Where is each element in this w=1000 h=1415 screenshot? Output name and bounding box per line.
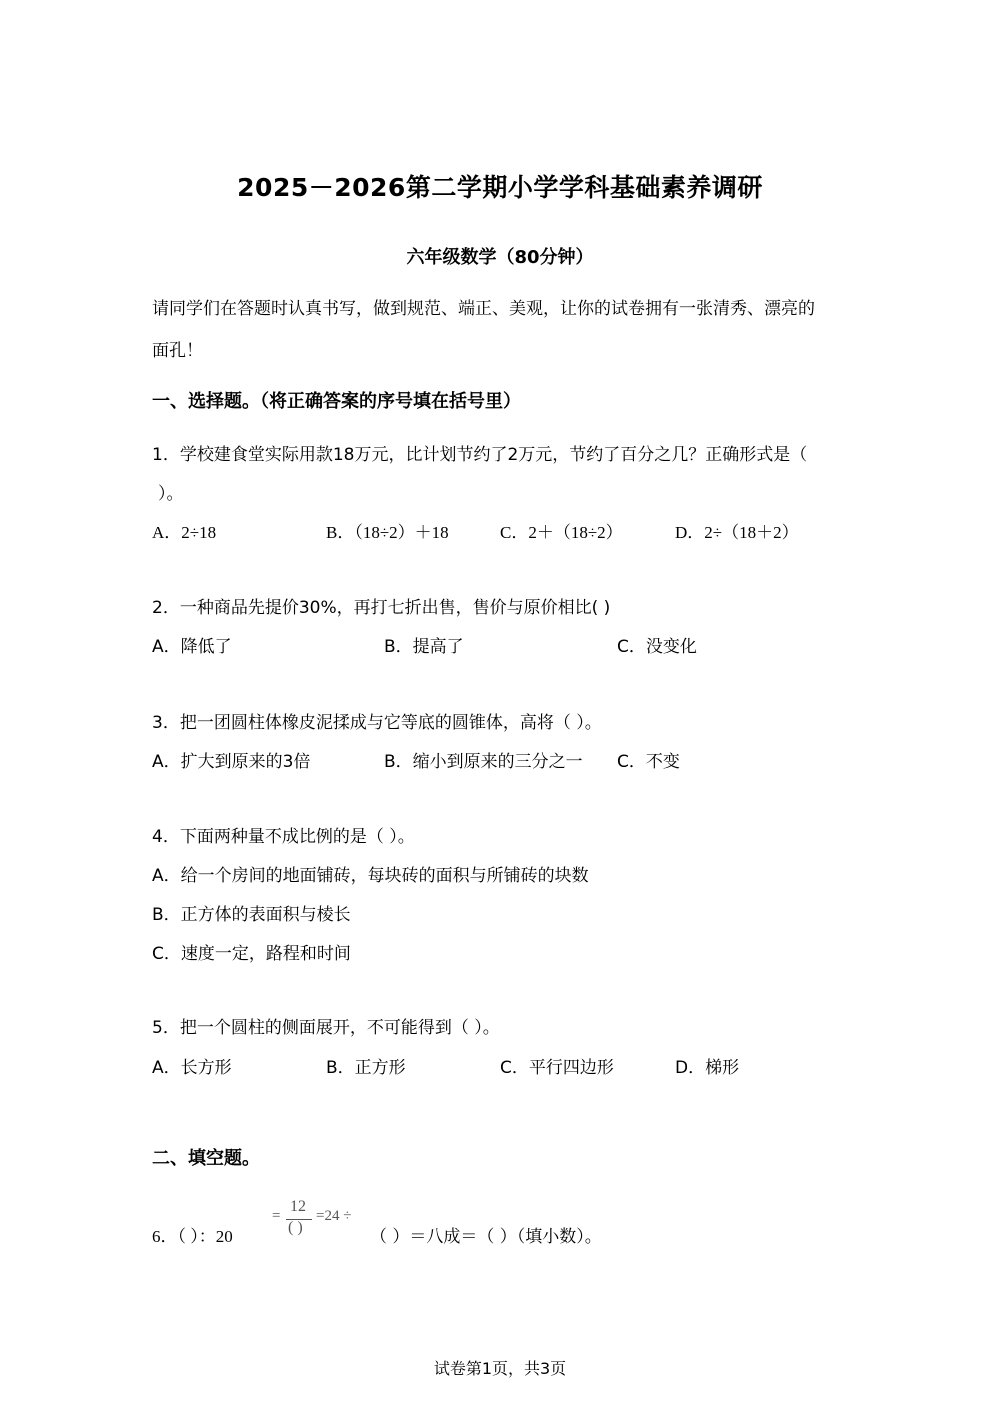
question-5-option-d: D．梯形 (675, 1058, 740, 1078)
fraction-denominator: ( ) (288, 1219, 303, 1236)
intro-line-1: 请同学们在答题时认真书写，做到规范、端正、美观，让你的试卷拥有一张清秀、漂亮的 (152, 299, 815, 319)
question-3-option-a: A．扩大到原来的3倍 (152, 752, 311, 772)
question-1-stem-cont: ）。 (158, 484, 184, 504)
question-5-option-b: B．正方形 (326, 1058, 406, 1078)
question-4-option-c: C．速度一定，路程和时间 (152, 944, 351, 964)
question-5-stem: 5．把一个圆柱的侧面展开，不可能得到（ ）。 (152, 1018, 500, 1038)
question-1-option-d: D．2÷（18＋2） (675, 523, 799, 542)
fraction-numerator: 12 (290, 1198, 306, 1215)
question-1-option-b: B．（18÷2）＋18 (326, 523, 449, 542)
question-6-fraction (272, 1198, 362, 1242)
question-1-option-a: A．2÷18 (152, 523, 217, 542)
question-2-stem: 2．一种商品先提价30%，再打七折出售，售价与原价相比( ) (152, 598, 611, 618)
question-6-suffix: （ ）＝八成＝（ ）（填小数）。 (370, 1227, 602, 1247)
question-2-option-b: B．提高了 (384, 637, 464, 657)
question-4-option-a: A．给一个房间的地面铺砖，每块砖的面积与所铺砖的块数 (152, 866, 589, 886)
question-5-option-a: A．长方形 (152, 1058, 232, 1078)
question-1-stem: 1．学校建食堂实际用款18万元，比计划节约了2万元，节约了百分之几？正确形式是（ (152, 445, 808, 465)
question-4-stem: 4．下面两种量不成比例的是（ ）。 (152, 827, 415, 847)
intro-line-2: 面孔！ (152, 341, 203, 361)
section-1-heading: 一、选择题。（将正确答案的序号填在括号里） (152, 391, 521, 412)
page-footer: 试卷第1页，共3页 (433, 1359, 567, 1378)
fraction-equals: = (272, 1208, 281, 1224)
question-2-option-c: C．没变化 (617, 637, 697, 657)
question-3-stem: 3．把一团圆柱体橡皮泥揉成与它等底的圆锥体，高将（ ）。 (152, 713, 602, 733)
question-6-prefix: 6．（ ）：20 (152, 1227, 233, 1246)
exam-title: 2025－2026第二学期小学学科基础素养调研 (237, 173, 763, 202)
fraction-equals-divide: =24 ÷ (316, 1208, 352, 1224)
section-2-heading: 二、填空题。 (152, 1148, 260, 1169)
question-4-option-b: B．正方体的表面积与棱长 (152, 905, 351, 925)
exam-subtitle: 六年级数学（80分钟） (406, 247, 594, 268)
question-3-option-b: B．缩小到原来的三分之一 (384, 752, 583, 772)
question-2-option-a: A．降低了 (152, 637, 232, 657)
question-1-option-c: C．2＋（18÷2） (500, 523, 623, 542)
question-5-option-c: C．平行四边形 (500, 1058, 614, 1078)
question-3-option-c: C．不变 (617, 752, 680, 772)
